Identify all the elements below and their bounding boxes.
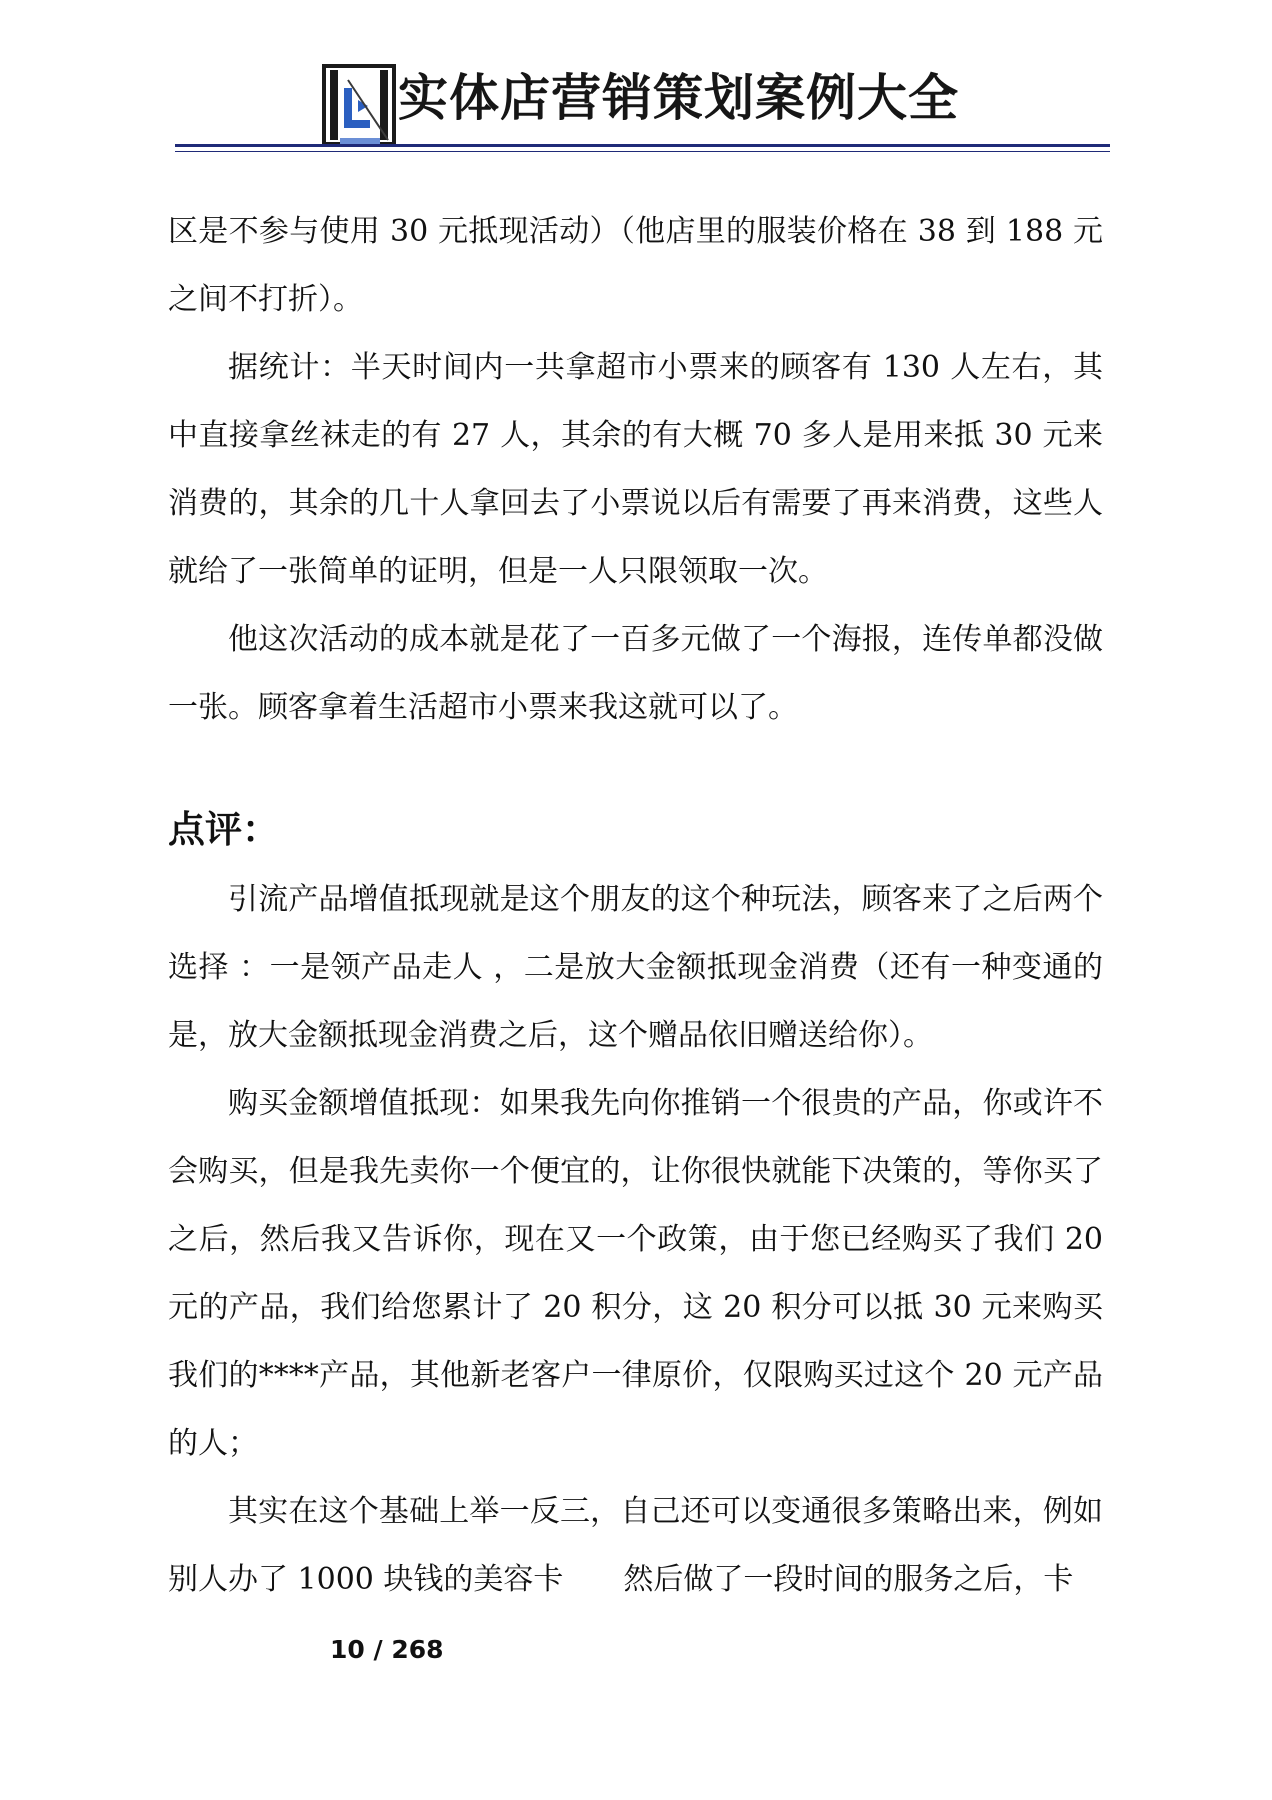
page-number: 10 / 268 — [330, 1635, 444, 1664]
paragraph-continuation: 区是不参与使用 30 元抵现活动）（他店里的服装价格在 38 到 188 元之间不打折）。 — [168, 214, 1103, 317]
header-rule-thin — [175, 151, 1110, 152]
page-content — [168, 198, 1103, 1614]
page-header — [318, 58, 1118, 152]
review-paragraph-traffic-product: 引流产品增值抵现就是这个朋友的这个种玩法，顾客来了之后两个选择 ：一是领产品走人 ，二是放大金额抵现金消费（还有一种变通的是，放大金额抵现金消费之后，这个赠品依旧赠送给你）。 — [168, 882, 1103, 1053]
review-paragraph-extension: 其实在这个基础上举一反三，自己还可以变通很多策略出来，例如别人办了 1000 块钱的美容卡 然后做了一段时间的服务之后，卡 — [168, 1494, 1103, 1597]
header-rule — [175, 144, 1110, 147]
header-title: 实体店营销策划案例大全 — [398, 69, 959, 127]
ladder-book-logo-icon — [318, 60, 400, 148]
paragraph-statistics: 据统计：半天时间内一共拿超市小票来的顾客有 130 人左右，其中直接拿丝袜走的有 27 人，其余的有大概 70 多人是用来抵 30 元来消费的，其余的几十人拿回去了小票说以后有需要了再来消费，这些人就给了一张简单的证明，但是一人只限领取一次。 — [168, 350, 1103, 589]
paragraph-cost: 他这次活动的成本就是花了一百多元做了一个海报，连传单都没做一张。顾客拿着生活超市小票来我这就可以了。 — [168, 622, 1103, 725]
review-title: 点评： — [168, 808, 279, 851]
review-paragraph-purchase-amount: 购买金额增值抵现：如果我先向你推销一个很贵的产品，你或许不会购买，但是我先卖你一个便宜的，让你很快就能下决策的，等你买了之后，然后我又告诉你，现在又一个政策，由于您已经购买了我们 20 元的产品，我们给您累计了 20 积分，这 20 积分可以抵 30 元来购买我们的****产品，其他新老客户一律原价，仅限购买过这个 20 元产品的人； — [168, 1086, 1103, 1461]
